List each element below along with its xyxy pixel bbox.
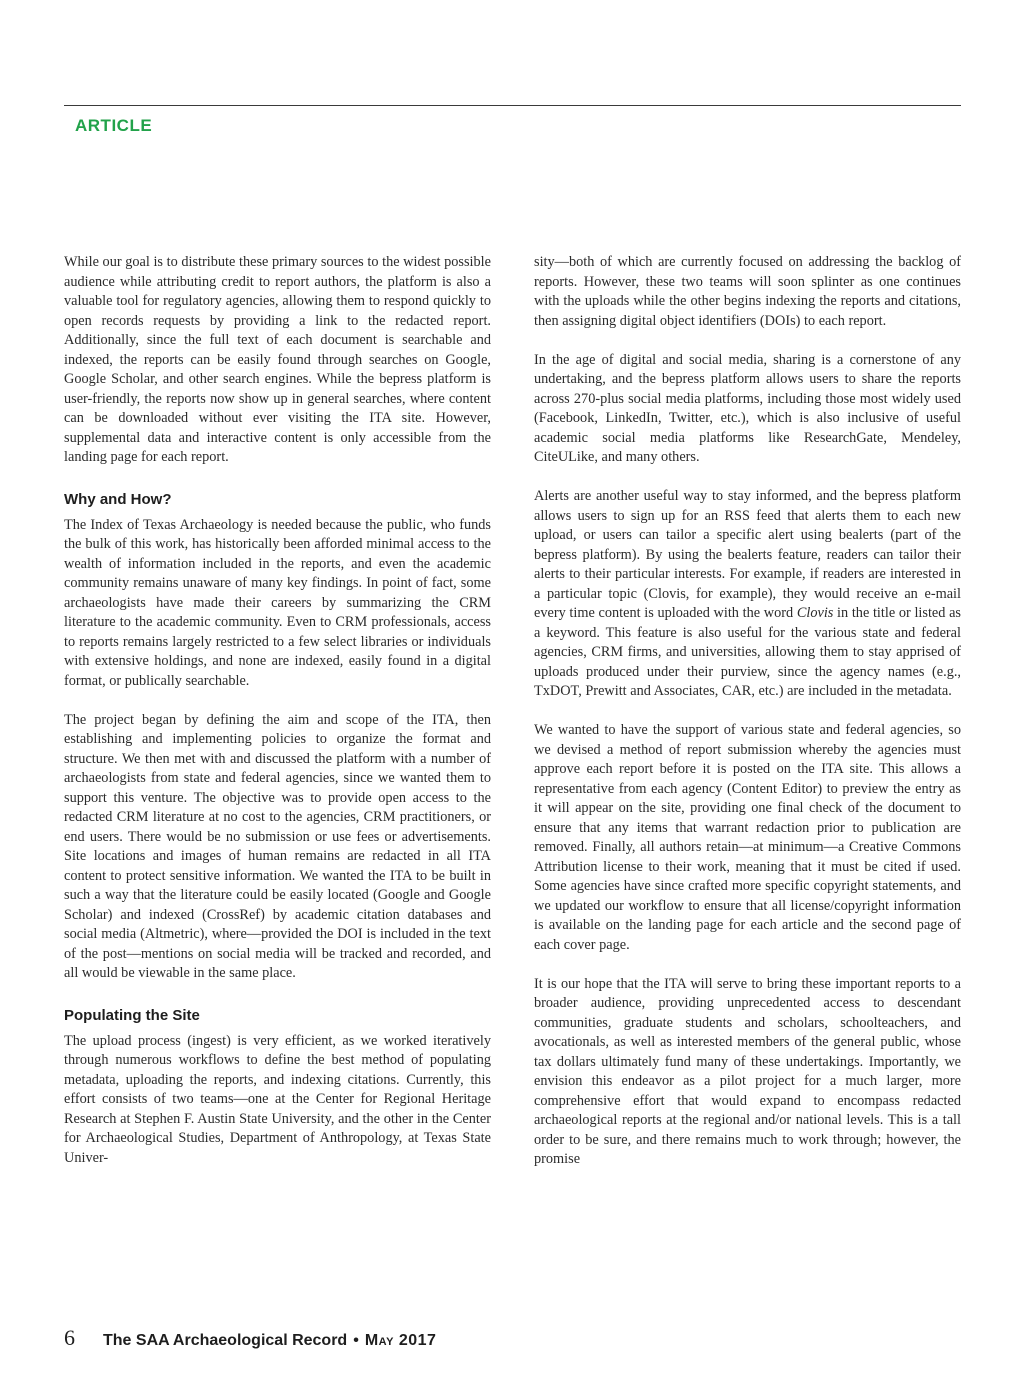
paragraph: It is our hope that the ITA will serve to bring these important reports to a broader audience, providing unprecedented access to descendant communities, graduate students and scholars, schoolteachers, and avocationals, as well as interested members of the general public, whose tax dollars ultimately fund many of these undertakings. Importantly, we envision this endeavor as a pilot project for a much larger, more comprehensive effort that would expand to encompass redacted archaeological reports at the regional and/or national levels. This is a tall order to be sure, and there remains much to work through; however, the promise xyxy=(534,975,961,1167)
journal-line xyxy=(103,1332,436,1350)
paragraph: The Index of Texas Archaeology is needed because the public, who funds the bulk of this work, has historically been afforded minimal access to the wealth of information included in the reports, and even the academic community remains unaware of many key findings. In point of fact, some archaeologists have made their careers by summarizing the CRM literature to the academic community. Even to CRM professionals, access to reports remains largely restricted to a few select libraries or individuals with extensive holdings, and none are indexed, easily found in a digital format, or publically searchable. xyxy=(64,516,491,689)
paragraph: We wanted to have the support of various state and federal agencies, so we devised a method of report submission whereby the agencies must approve each report before it is posted on the ITA site. This allows a representative from each agency (Content Editor) to preview the entry as it will appear on the site, providing one final check of the document to ensure that any items that warrant redaction prior to publication are removed. Finally, all authors retain—at minimum—a Creative Commons Attribution license to their work, meaning that it must be cited if used. Some agencies have since crafted more specific copyright statements, and we updated our workflow to ensure that all license/copyright information is available on the landing page for each article and the second page of each cover page. xyxy=(534,722,961,953)
issue-date: May 2017 xyxy=(364,1332,437,1349)
paragraph: The project began by defining the aim and scope of the ITA, then establishing and implementing policies to organize the format and structure. We then met with and discussed the platform with a number of archaeologists from state and federal agencies, since we wanted them to support this venture. The objective was to provide open access to the redacted CRM literature at no cost to the agencies, CRM practitioners, or end users. There would be no submission or use fees or advertisements. Site locations and images of human remains are redacted in all ITA content to protect sensitive information. We wanted the ITA to be built in such a way that the literature could be easily located (Google and Google Scholar) and indexed (CrossRef) by academic citation databases and social media (Altmetric), where—provided the DOI is included in the text of the post—mentions on social media will be tracked and recorded, and all would be viewable in the same place. xyxy=(64,711,491,981)
paragraph: In the age of digital and social media, sharing is a cornerstone of any undertaking, and the bepress platform allows users to share the reports across 270-plus social media platforms, including those most widely used (Facebook, LinkedIn, Twitter, etc.), which is also inclusive of useful academic social media platforms like ResearchGate, Mendeley, CiteULike, and many others. xyxy=(534,351,961,465)
section-label: ARTICLE xyxy=(75,116,153,135)
paragraph-text: in the title or listed as a keyword. This feature is also useful for the various state and federal agencies, CRM firms, and universities, allowing them to stay apprised of uploads produced under their purview, since the agency names (e.g., TxDOT, Prewitt and Associates, CAR, etc.) are included in the metadata. xyxy=(534,605,961,699)
section-heading-why-and-how: Why and How? xyxy=(64,490,172,508)
page-number: 6 xyxy=(64,1325,75,1350)
right-column xyxy=(534,253,961,1170)
italic-term: Clovis xyxy=(796,605,834,621)
page-footer xyxy=(64,1325,436,1351)
paragraph: While our goal is to distribute these primary sources to the widest possible audience while attributing credit to report authors, the platform is also a valuable tool for regulatory agencies, allowing them to respond quickly to open records requests by providing a link to the redacted report. Additionally, since the full text of each document is searchable and indexed, the reports can be easily found through searches on Google, Google Scholar, and other search engines. While the bepress platform is user-friendly, the reports now show up in general searches, where content can be downloaded without ever visiting the ITA site. However, supplemental data and interactive content is only accessible from the landing page for each report. xyxy=(64,254,491,465)
paragraph: sity—both of which are currently focused on addressing the backlog of reports. However, these two teams will soon splinter as one continues with the uploads while the other begins indexing the reports and citations, then assigning digital object identifiers (DOIs) to each report. xyxy=(534,254,961,329)
paragraph xyxy=(534,487,961,702)
paragraph: The upload process (ingest) is very efficient, as we worked iteratively through numerous workflows to define the best method of populating metadata, uploading the reports, and indexing citations. Currently, this effort consists of two teams—one at the Center for Regional Heritage Research at Stephen F. Austin State University, and the other in the Center for Archaeological Studies, Department of Anthropology, at Texas State Univer- xyxy=(64,1032,491,1166)
left-column xyxy=(64,253,491,1168)
paragraph-text: Alerts are another useful way to stay informed, and the bepress platform allows users to sign up for an RSS feed that alerts them to each new upload, or users can tailor a specific alert using bealerts (part of the bepress platform). By using the bealerts feature, readers can tailor their alerts to their particular interests. For example, if readers are interested in a particular topic (Clovis, for example), they would receive an e-mail every time content is uploaded with the word xyxy=(534,488,961,621)
journal-title: The SAA Archaeological Record xyxy=(103,1332,348,1349)
bullet-separator: • xyxy=(353,1332,359,1349)
section-heading-populating-the-site: Populating the Site xyxy=(64,1006,200,1024)
header-rule xyxy=(64,105,961,106)
